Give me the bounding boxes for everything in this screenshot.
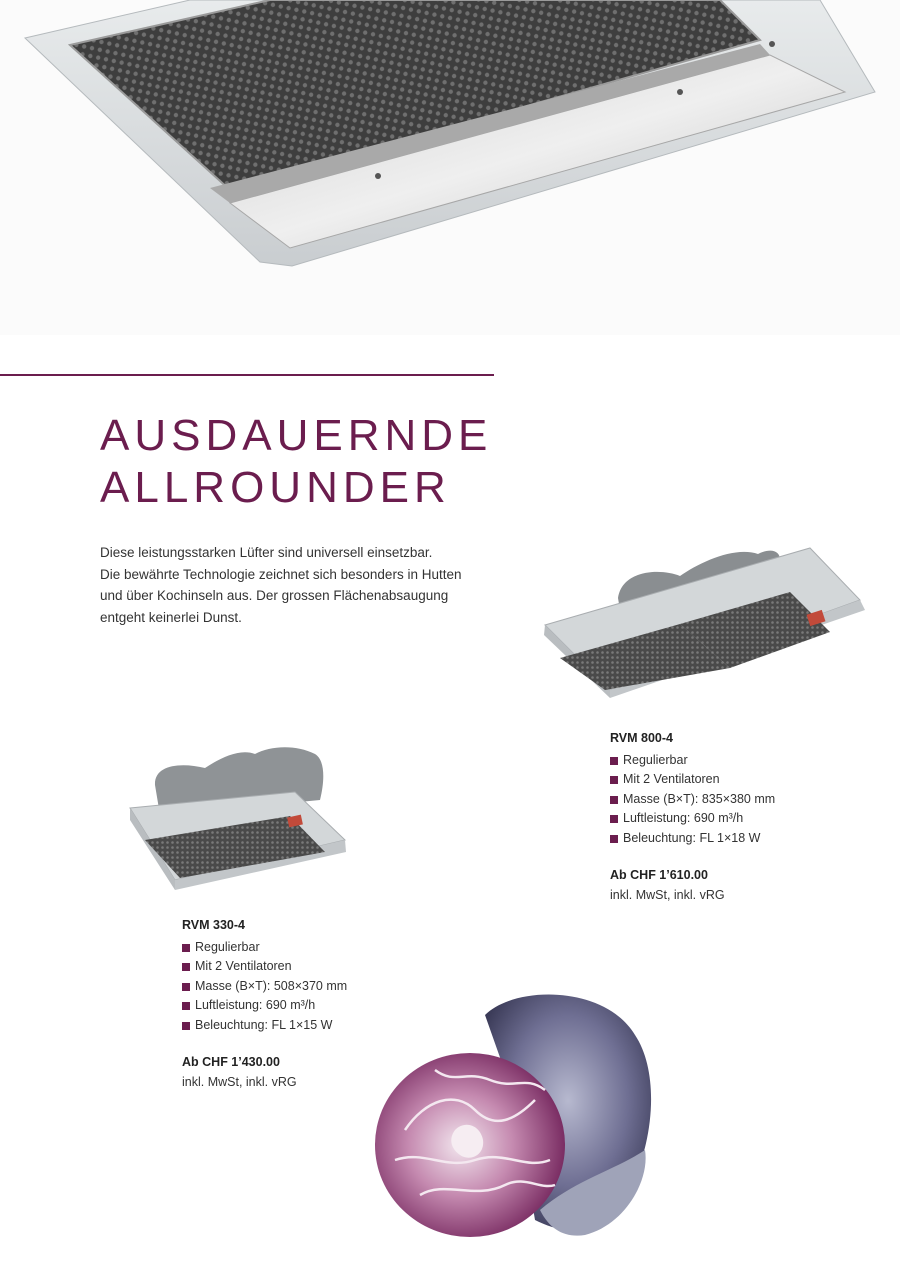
bullet-icon	[182, 944, 190, 952]
intro-paragraph	[100, 542, 480, 628]
feature-item: Mit 2 Ventilatoren	[182, 957, 422, 977]
product-price: Ab CHF 1’430.00	[182, 1055, 280, 1069]
bullet-icon	[182, 983, 190, 991]
feature-item: Masse (B×T): 508×370 mm	[182, 977, 422, 997]
price-note: inkl. MwSt, inkl. vRG	[610, 887, 725, 902]
intro-line: entgeht keinerlei Dunst.	[100, 609, 242, 625]
page-title	[100, 410, 492, 514]
bullet-icon	[610, 757, 618, 765]
product-model: RVM 800-4	[610, 731, 673, 745]
rvm-800-product-image	[530, 540, 875, 700]
bullet-icon	[182, 1002, 190, 1010]
feature-item: Beleuchtung: FL 1×18 W	[610, 829, 870, 849]
intro-line: und über Kochinseln aus. Der grossen Flächenabsaugung	[100, 588, 449, 603]
bullet-icon	[182, 1022, 190, 1030]
red-cabbage-image	[365, 980, 665, 1260]
rvm-330-product-image	[120, 740, 355, 900]
section-divider	[0, 374, 494, 376]
feature-item: Regulierbar	[610, 751, 870, 771]
product-price: Ab CHF 1’610.00	[610, 868, 708, 882]
bullet-icon	[610, 796, 618, 804]
feature-item: Masse (B×T): 835×380 mm	[610, 790, 870, 810]
title-line-1: AUSDAUERNDE	[100, 411, 493, 460]
hero-hood-image	[0, 0, 900, 335]
feature-item: Luftleistung: 690 m³/h	[182, 996, 422, 1016]
intro-line: Diese leistungsstarken Lüfter sind universell einsetzbar.	[100, 545, 433, 560]
title-line-2: ALLROUNDER	[100, 463, 451, 512]
feature-list	[610, 751, 870, 849]
bullet-icon	[610, 776, 618, 784]
feature-item: Beleuchtung: FL 1×15 W	[182, 1016, 422, 1036]
intro-line: Die bewährte Technologie zeichnet sich besonders in Hutten	[100, 566, 462, 582]
price-note: inkl. MwSt, inkl. vRG	[182, 1074, 297, 1089]
feature-item: Regulierbar	[182, 938, 422, 958]
bullet-icon	[610, 815, 618, 823]
feature-item: Luftleistung: 690 m³/h	[610, 809, 870, 829]
bullet-icon	[610, 835, 618, 843]
product-model: RVM 330-4	[182, 918, 245, 932]
feature-item: Mit 2 Ventilatoren	[610, 770, 870, 790]
bullet-icon	[182, 963, 190, 971]
product-spec-rvm-800	[610, 729, 870, 905]
